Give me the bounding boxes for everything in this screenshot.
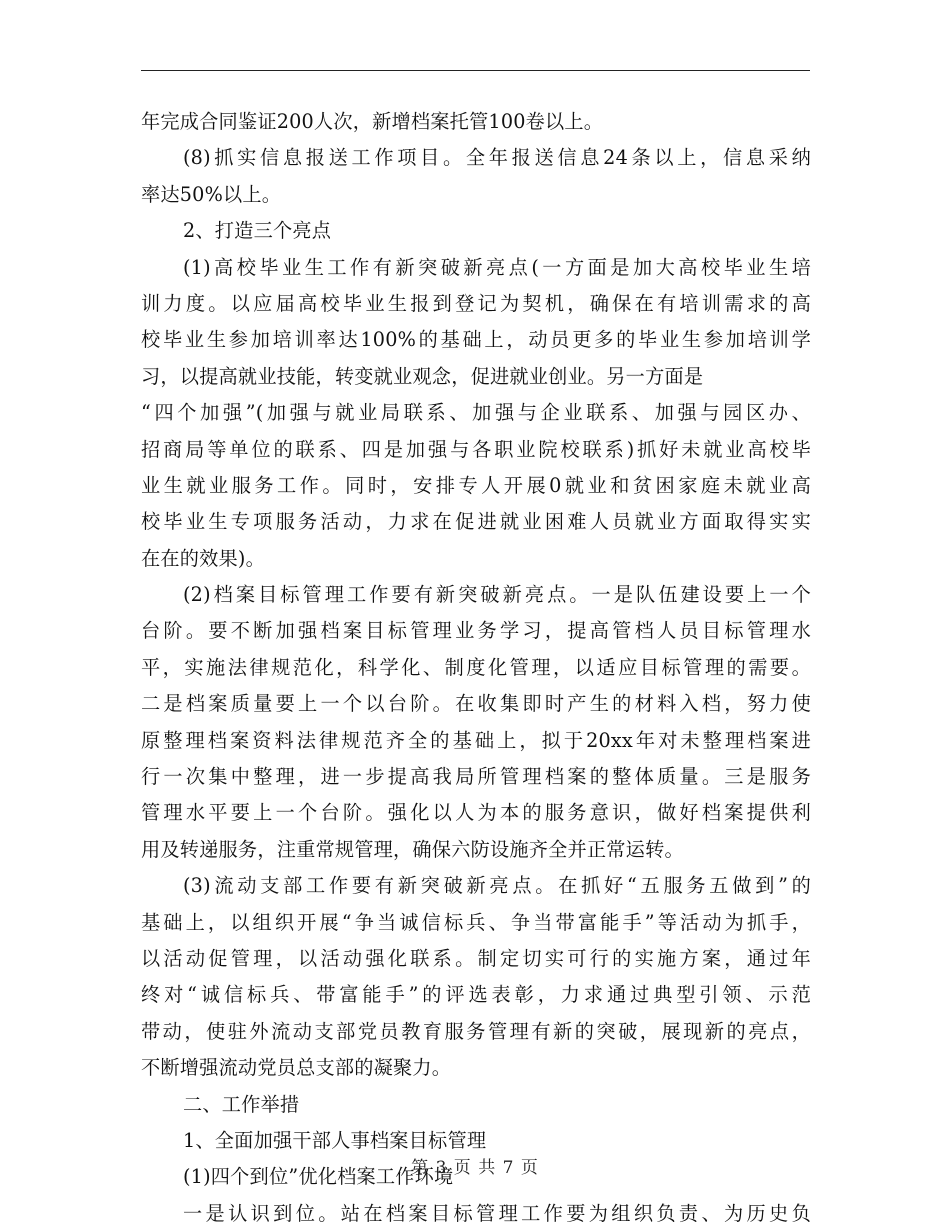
text-line: 率达50%以上。 bbox=[141, 182, 282, 206]
text-line: 招商局等单位的联系、四是加强与各职业院校联系)抓好未就业高校毕 bbox=[141, 437, 811, 461]
text-line: 不断增强流动党员总支部的凝聚力。 bbox=[141, 1056, 452, 1080]
text-line: (1)高校毕业生工作有新突破新亮点(一方面是加大高校毕业生培 bbox=[183, 255, 811, 279]
text-line: 以活动促管理，以活动强化联系。制定切实可行的实施方案，通过年 bbox=[141, 946, 811, 970]
text-line: 习，以提高就业技能，转变就业观念，促进就业创业。另一方面是 bbox=[141, 364, 704, 388]
text-line: 平，实施法律规范化，科学化、制度化管理，以适应目标管理的需要。 bbox=[141, 655, 811, 679]
text-line: 2、打造三个亮点 bbox=[183, 219, 332, 243]
text-line: 一是认识到位。站在档案目标管理工作要为组织负责、为历史负 bbox=[183, 1201, 811, 1225]
text-line: (2)档案目标管理工作要有新突破新亮点。一是队伍建设要上一个 bbox=[183, 583, 811, 607]
text-line: 训力度。以应届高校毕业生报到登记为契机，确保在有培训需求的高 bbox=[141, 291, 811, 315]
text-line: 1、全面加强干部人事档案目标管理 bbox=[183, 1128, 487, 1152]
text-line: “四个加强”(加强与就业局联系、加强与企业联系、加强与园区办、 bbox=[141, 401, 811, 425]
text-line: 管理水平要上一个台阶。强化以人为本的服务意识，做好档案提供利 bbox=[141, 801, 811, 825]
text-line: (1)四个到位”优化档案工作环境 bbox=[183, 1165, 454, 1189]
text-line: 行一次集中整理，进一步提高我局所管理档案的整体质量。三是服务 bbox=[141, 765, 811, 789]
text-line: 校毕业生专项服务活动，力求在促进就业困难人员就业方面取得实实 bbox=[141, 510, 811, 534]
text-line: 终对“诚信标兵、带富能手”的评选表彰，力求通过典型引领、示范 bbox=[141, 983, 811, 1007]
text-line: 用及转递服务，注重常规管理，确保六防设施齐全并正常运转。 bbox=[141, 837, 684, 861]
document-body bbox=[141, 104, 811, 1232]
text-line: 二是档案质量要上一个以台阶。在收集即时产生的材料入档，努力使 bbox=[141, 692, 811, 716]
header-rule bbox=[141, 70, 810, 71]
page-number: 第 3 页 共 7 页 bbox=[411, 1158, 539, 1178]
text-line: 年完成合同鉴证200人次，新增档案托管100卷以上。 bbox=[141, 110, 604, 133]
text-line: 业生就业服务工作。同时，安排专人开展0就业和贫困家庭未就业高 bbox=[141, 473, 811, 497]
text-line: 二、工作举措 bbox=[183, 1092, 300, 1116]
text-line: 台阶。要不断加强档案目标管理业务学习，提高管档人员目标管理水 bbox=[141, 619, 811, 643]
text-line: 原整理档案资料法律规范齐全的基础上，拟于20xx年对未整理档案进 bbox=[141, 728, 811, 752]
text-line: 在在的效果)。 bbox=[141, 546, 266, 570]
text-line: (8)抓实信息报送工作项目。全年报送信息24条以上，信息采纳 bbox=[183, 146, 811, 170]
text-line: 带动，使驻外流动支部党员教育服务管理有新的突破，展现新的亮点， bbox=[141, 1019, 811, 1043]
text-line: (3)流动支部工作要有新突破新亮点。在抓好“五服务五做到”的 bbox=[183, 874, 811, 898]
text-line: 基础上，以组织开展“争当诚信标兵、争当带富能手”等活动为抓手， bbox=[141, 910, 811, 934]
text-line: 校毕业生参加培训率达100%的基础上，动员更多的毕业生参加培训学 bbox=[141, 328, 811, 352]
